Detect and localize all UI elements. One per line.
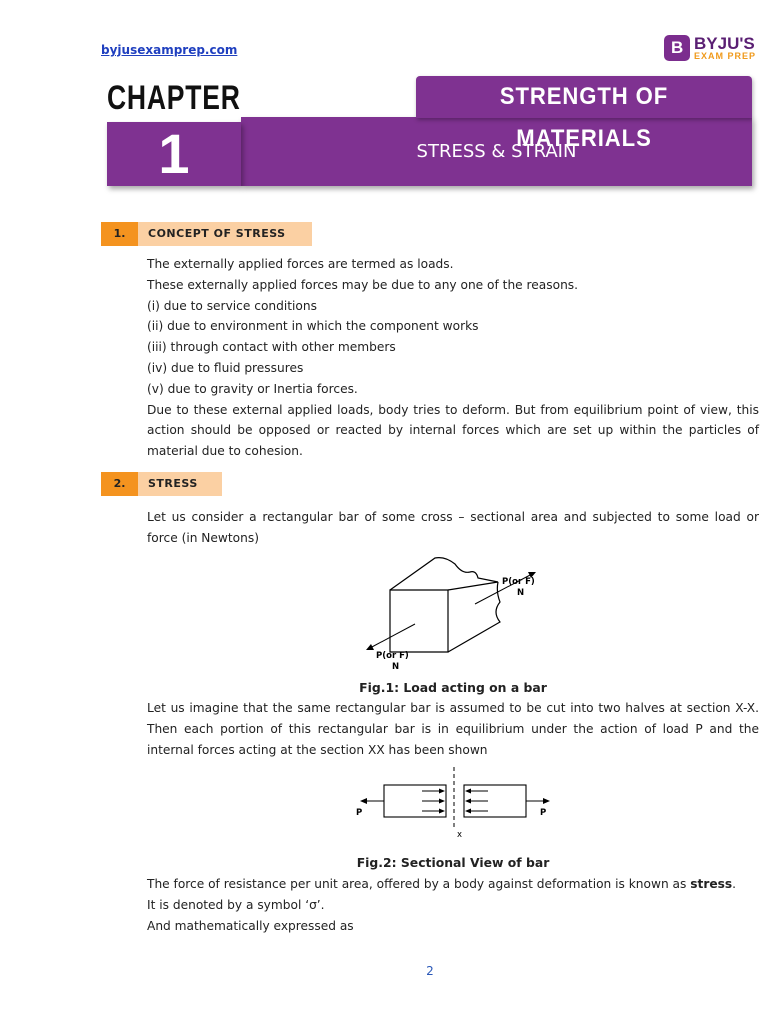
text-line: The externally applied forces are termed as loads. bbox=[147, 257, 454, 271]
section-2-definition bbox=[147, 874, 759, 936]
section-1-lines bbox=[147, 254, 759, 462]
logo-mark-icon bbox=[664, 35, 690, 61]
fig2-label-left: P bbox=[356, 808, 363, 818]
math-line: And mathematically expressed as bbox=[147, 918, 354, 933]
fig1-label-top-2: N bbox=[517, 588, 525, 598]
logo-name: BYJU'S bbox=[694, 34, 755, 53]
text-line: (iv) due to fluid pressures bbox=[147, 360, 304, 375]
site-link[interactable]: byjusexamprep.com bbox=[101, 43, 238, 57]
subject-title: STRENGTH OF MATERIALS bbox=[499, 83, 669, 152]
section-title: STRESS bbox=[138, 472, 222, 496]
figure-1-caption: Fig.1: Load acting on a bar bbox=[359, 680, 547, 695]
logo-sub: EXAM PREP bbox=[694, 51, 757, 61]
chapter-word: CHAPTER bbox=[107, 72, 210, 121]
chapter-box bbox=[107, 72, 241, 186]
text-line: (ii) due to environment in which the component works bbox=[147, 319, 479, 334]
definition-end: . bbox=[732, 877, 736, 891]
section-2-paragraph: Let us imagine that the same rectangular bar is assumed to be cut into two halves at section X-X. Then each portion of this rectangular bar is in equilibrium under the action of load P and the internal forces acting at the section XX has been shown bbox=[147, 701, 759, 757]
byjus-logo bbox=[664, 33, 756, 63]
figure-2-section bbox=[350, 765, 560, 845]
fig1-label-bottom-2: N bbox=[392, 662, 400, 672]
text-line: (i) due to service conditions bbox=[147, 298, 317, 313]
definition-text: The force of resistance per unit area, offered by a body against deformation is known as bbox=[147, 877, 691, 891]
definition-term: stress bbox=[690, 877, 733, 891]
section-heading-1 bbox=[101, 222, 312, 246]
fig1-label-top-1: P(or F) bbox=[502, 577, 535, 587]
section-number: 2. bbox=[101, 472, 138, 496]
text-line: These externally applied forces may be due to any one of the reasons. bbox=[147, 277, 579, 292]
chapter-title: STRESS & STRAIN bbox=[416, 141, 577, 162]
stress-definition bbox=[147, 874, 759, 895]
page-number: 2 bbox=[426, 964, 434, 978]
fig1-label-bottom-1: P(or F) bbox=[376, 651, 409, 661]
logo-mark-letter: B bbox=[671, 38, 684, 57]
paragraph: Due to these external applied loads, body tries to deform. But from equilibrium point of view, this action should be opposed or reacted by internal forces which are set up within the particles of material due to cohesion. bbox=[147, 402, 759, 459]
section-number: 1. bbox=[101, 222, 138, 246]
text-line: (iii) through contact with other members bbox=[147, 340, 396, 355]
figure-1-bar bbox=[360, 552, 560, 672]
symbol-line: It is denoted by a symbol ‘σ’. bbox=[147, 897, 325, 912]
section-heading-2 bbox=[101, 472, 222, 496]
text-line: (v) due to gravity or Inertia forces. bbox=[147, 381, 358, 396]
figure-2-caption: Fig.2: Sectional View of bar bbox=[356, 855, 550, 870]
section-2-intro: Let us consider a rectangular bar of some cross – sectional area and subjected to some load or force (in Newtons) bbox=[147, 510, 759, 545]
fig2-label-x: x bbox=[457, 830, 463, 840]
section-title: CONCEPT OF STRESS bbox=[138, 222, 312, 246]
chapter-number: 1 bbox=[158, 122, 190, 185]
fig2-label-right: P bbox=[540, 808, 547, 818]
